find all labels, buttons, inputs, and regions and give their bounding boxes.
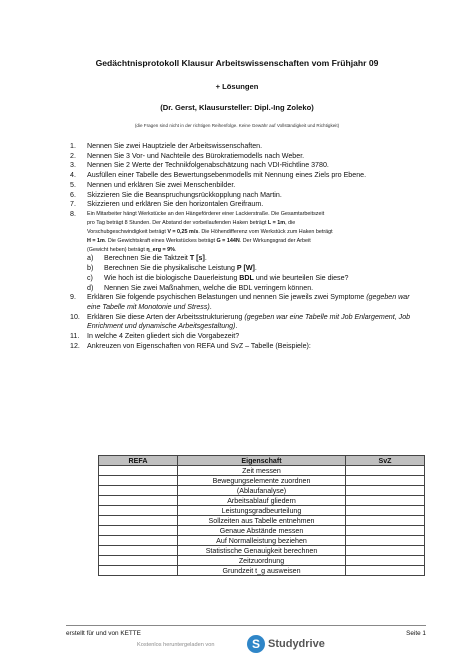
question-item-10: 10. Erklären Sie diese Arten der Arbeitsstrukturierung (gegeben war eine Tabelle mit Job Enlargement, Job Enrichment und dynamische Arbeitsgestaltung). (70, 312, 411, 331)
svz-checkbox-cell[interactable] (346, 476, 425, 486)
subquestion-item: a) Berechnen Sie die Taktzeit T [s]. (87, 254, 207, 263)
property-cell: Zeitzuordnung (178, 556, 346, 566)
property-cell: Bewegungselemente zuordnen (178, 476, 346, 486)
refa-checkbox-cell[interactable] (99, 466, 178, 476)
table-row (99, 556, 425, 566)
table-header-row (99, 456, 425, 466)
document-authors: (Dr. Gerst, Klausursteller: Dipl.-Ing Zoleko) (160, 103, 314, 112)
question-item: 3. Nennen Sie 2 Werte der Technikfolgenabschätzung nach VDI-Richtline 3780. (70, 161, 329, 170)
refa-checkbox-cell[interactable] (99, 506, 178, 516)
question-item-9: 9. Erklären Sie folgende psychischen Belastungen und nennen Sie jeweils zwei Symptome (gegeben war eine Tabelle mit Monotonie und Stress). (70, 293, 410, 311)
svz-checkbox-cell[interactable] (346, 506, 425, 516)
svz-checkbox-cell[interactable] (346, 546, 425, 556)
svz-checkbox-cell[interactable] (346, 486, 425, 496)
studydrive-logo-icon: S (247, 635, 265, 653)
page-number: Seite 1 (406, 630, 426, 637)
refa-checkbox-cell[interactable] (99, 566, 178, 576)
question-item-11: 11. In welche 4 Zeiten gliedert sich die Vorgabezeit? (70, 332, 240, 341)
document-title: Gedächtnisprotokoll Klausur Arbeitswissenschaften vom Frühjahr 09 (95, 58, 379, 68)
property-cell: Zeit messen (178, 466, 346, 476)
refa-svz-table (98, 455, 425, 576)
refa-checkbox-cell[interactable] (99, 516, 178, 526)
refa-checkbox-cell[interactable] (99, 526, 178, 536)
svz-checkbox-cell[interactable] (346, 466, 425, 476)
property-cell: Auf Normalleistung beziehen (178, 536, 346, 546)
table-header-svz: SvZ (346, 456, 425, 466)
studydrive-logo[interactable] (247, 635, 325, 653)
footer-author: erstellt für und von KETTE (66, 630, 141, 637)
property-cell: Arbeitsablauf gliedern (178, 496, 346, 506)
svz-checkbox-cell[interactable] (346, 526, 425, 536)
property-cell: Grundzeit t_g ausweisen (178, 566, 346, 576)
table-row (99, 486, 425, 496)
refa-checkbox-cell[interactable] (99, 476, 178, 486)
question-item-12: 12. Ankreuzen von Eigenschaften von REFA und SvZ – Tabelle (Beispiele): (70, 341, 311, 350)
subquestion-item: d) Nennen Sie zwei Maßnahmen, welche die BDL verringern können. (87, 283, 314, 292)
subquestion-item: b) Berechnen Sie die physikalische Leistung P [W]. (87, 264, 257, 273)
refa-checkbox-cell[interactable] (99, 556, 178, 566)
svz-checkbox-cell[interactable] (346, 566, 425, 576)
property-cell: Genaue Abstände messen (178, 526, 346, 536)
question-item: 1. Nennen Sie zwei Hauptziele der Arbeitswissenschaften. (70, 142, 263, 150)
refa-checkbox-cell[interactable] (99, 496, 178, 506)
table-row (99, 526, 425, 536)
table-row (99, 466, 425, 476)
question-item: 7. Skizzieren und erklären Sie den horizontalen Greifraum. (70, 200, 264, 209)
table-row (99, 506, 425, 516)
table-row (99, 566, 425, 576)
download-notice: Kostenlos heruntergeladen von (137, 642, 215, 648)
refa-checkbox-cell[interactable] (99, 536, 178, 546)
document-subtitle: + Lösungen (215, 82, 259, 91)
svz-checkbox-cell[interactable] (346, 536, 425, 546)
question-list (70, 142, 420, 351)
table-row (99, 496, 425, 506)
question-item: 6. Skizzieren Sie die Beanspruchungsrückkopplung nach Martin. (70, 190, 282, 199)
question-item-8: 8. Ein Mitarbeiter hängt Werkstücke an den Hängeförderer einer Lackierstraße. Die Gesamtarbeitszeit pro Tag beträgt 8 Stunden. Der Abstand der vorbeilaufenden Haken beträgt L = 1m, die Vorschubgeschwindigkeit beträgt V = 0,25 m/s. Die Höhendifferenz vom Werkstück zum Haken beträgt H = 1m. Die Gewichtskraft eines Werkstückes beträgt G = 144N. Der Wirkungsgrad der Arbeit (Gewicht heben) beträgt η_erg = 9%. (70, 210, 420, 255)
svz-checkbox-cell[interactable] (346, 496, 425, 506)
footer-divider (66, 625, 426, 626)
question-8-text: Ein Mitarbeiter hängt Werkstücke an den Hängeförderer einer Lackierstraße. Die Gesamtarbeitszeit pro Tag beträgt 8 Stunden. Der Abstand der vorbeilaufenden Haken beträgt L = 1m, die Vorschubgeschwindigkeit beträgt V = 0,25 m/s. Die Höhendifferenz vom Werkstück zum Haken beträgt H = 1m. Die Gewichtskraft eines Werkstückes beträgt G = 144N. Der Wirkungsgrad der Arbeit (Gewicht heben) beträgt η_erg = 9%. (87, 210, 333, 253)
question-item: 5. Nennen und erklären Sie zwei Menschenbilder. (70, 180, 236, 189)
svz-checkbox-cell[interactable] (346, 556, 425, 566)
subquestion-item: c) Wie hoch ist die biologische Dauerleistung BDL und wie beurteilen Sie diese? (87, 273, 349, 282)
table-header-eigenschaft: Eigenschaft (178, 456, 346, 466)
question-item: 4. Ausfüllen einer Tabelle des Bewertungsebenmodells mit Nennung eines Ziels pro Ebene. (70, 171, 367, 180)
svz-checkbox-cell[interactable] (346, 516, 425, 526)
table-row (99, 546, 425, 556)
table-row (99, 516, 425, 526)
question-item: 2. Nennen Sie 3 Vor- und Nachteile des Bürokratiemodells nach Weber. (70, 151, 305, 160)
property-cell: Sollzeiten aus Tabelle entnehmen (178, 516, 346, 526)
table-header-refa: REFA (99, 456, 178, 466)
property-cell: Statistische Genauigkeit berechnen (178, 546, 346, 556)
disclaimer-note: (die Fragen sind nicht in der richtigen Reihenfolge. Keine Gewähr auf Vollständigkeit und Richtigkeit) (134, 123, 340, 128)
property-cell: (Ablaufanalyse) (178, 486, 346, 496)
studydrive-brand: Studydrive (268, 638, 325, 650)
refa-checkbox-cell[interactable] (99, 546, 178, 556)
table-row (99, 536, 425, 546)
table-row (99, 476, 425, 486)
property-cell: Leistungsgradbeurteilung (178, 506, 346, 516)
refa-checkbox-cell[interactable] (99, 486, 178, 496)
